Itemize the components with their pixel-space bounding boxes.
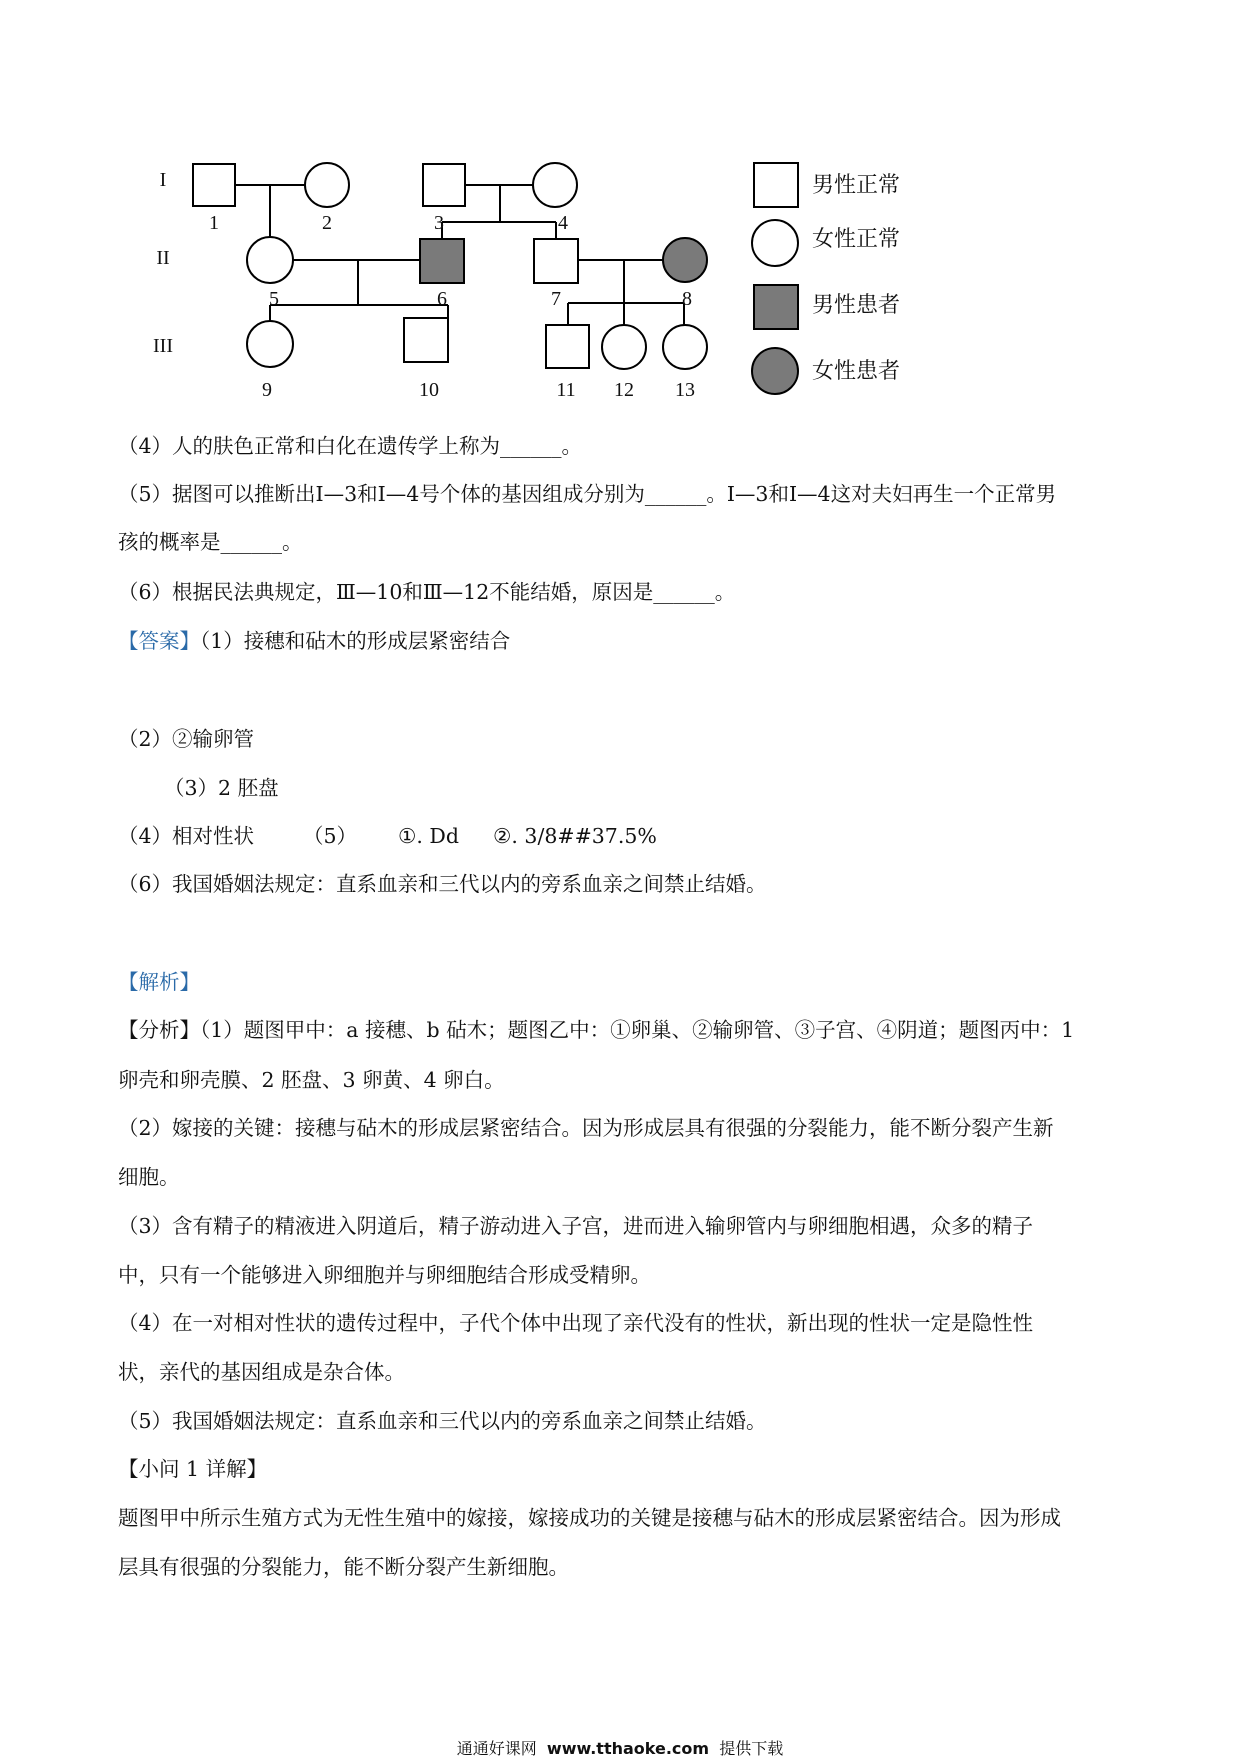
individual-III-11 (546, 325, 589, 368)
analysis-line: 题图甲中所示生殖方式为无性生殖中的嫁接，嫁接成功的关键是接穗与砧木的形成层紧密结合。因为形成 (118, 1506, 1061, 1530)
question-5-line2: 孩的概率是______。 (118, 530, 303, 554)
analysis-line: （3）含有精子的精液进入阴道后，精子游动进入子宫，进而进入输卵管内与卵细胞相遇，众多的精子 (118, 1214, 1034, 1238)
legend-label: 男性患者 (812, 293, 901, 318)
answer-block-1 (118, 627, 510, 655)
individual-II-7 (534, 239, 578, 283)
individual-number: 6 (437, 288, 447, 310)
pedigree-legend (812, 173, 900, 384)
footer-site: 通通好课网 (456, 1739, 537, 1758)
answer-4-5 (118, 822, 657, 850)
individual-number: 13 (675, 379, 695, 401)
legend-female-affected-icon (752, 348, 798, 394)
individual-number: 7 (551, 288, 561, 310)
individual-II-8 (663, 238, 707, 282)
answer-6: （6）我国婚姻法规定：直系血亲和三代以内的旁系血亲之间禁止结婚。 (118, 872, 767, 896)
individual-number: 10 (419, 379, 439, 401)
individual-III-13 (663, 325, 707, 369)
answer-2: （2）②输卵管 (118, 727, 255, 751)
individual-number: 11 (556, 379, 576, 401)
question-5-line1: （5）据图可以推断出Ⅰ—3和Ⅰ—4号个体的基因组成分别为______。Ⅰ—3和Ⅰ—4这对夫妇再生一个正常男 (118, 482, 1057, 506)
individual-II-6 (420, 239, 464, 283)
analysis-line: （4）在一对相对性状的遗传过程中，子代个体中出现了亲代没有的性状，新出现的性状一定是隐性性 (118, 1311, 1034, 1335)
legend-label: 男性正常 (812, 173, 901, 198)
answer-5-1: ①. Dd (398, 824, 459, 848)
individual-III-9 (247, 321, 293, 367)
individual-number: 2 (322, 212, 332, 234)
individual-number: 8 (682, 288, 692, 310)
answer-label: 【答案】 (118, 629, 200, 653)
legend-male-normal-icon (754, 163, 798, 207)
answer-5-label: （5） (303, 824, 358, 848)
individual-number: 3 (434, 212, 444, 234)
individual-III-12 (602, 325, 646, 369)
individual-I-3 (423, 164, 465, 206)
answer-3: （3）2 胚盘 (164, 776, 279, 800)
footer-suffix: 提供下载 (719, 1739, 784, 1758)
individual-I-1 (193, 164, 235, 206)
individual-number: 1 (209, 212, 219, 234)
individual-I-2 (305, 163, 349, 207)
generation-label: II (156, 247, 170, 269)
footer-url[interactable]: www.tthaoke.com (546, 1739, 710, 1758)
legend-male-affected-icon (754, 285, 798, 329)
individual-number: 4 (558, 212, 568, 234)
analysis-line: 细胞。 (118, 1165, 180, 1189)
legend-label: 女性患者 (812, 359, 901, 384)
individual-number: 12 (614, 379, 634, 401)
analysis-label: 【解析】 (118, 970, 200, 994)
answer-4: （4）相对性状 (118, 824, 255, 848)
pedigree-individuals (193, 163, 798, 394)
individual-I-4 (533, 163, 577, 207)
generation-label: I (159, 169, 167, 191)
analysis-line: 中，只有一个能够进入卵细胞并与卵细胞结合形成受精卵。 (118, 1263, 651, 1287)
subquestion-heading: 【小问 1 详解】 (118, 1457, 268, 1481)
individual-III-10 (404, 318, 448, 362)
individual-II-5 (247, 237, 293, 283)
pedigree-diagram (0, 0, 1240, 420)
generation-label: III (153, 335, 173, 357)
legend-label: 女性正常 (812, 227, 901, 252)
answer-1: （1）接穗和砧木的形成层紧密结合 (200, 629, 511, 653)
question-6: （6）根据民法典规定，Ⅲ—10和Ⅲ—12不能结婚，原因是______。 (118, 580, 736, 604)
footer (0, 1736, 1240, 1759)
answer-5-2: ②. 3/8##37.5% (493, 824, 657, 848)
analysis-line: 【分析】（1）题图甲中：a 接穗、b 砧木；题图乙中：①卵巢、②输卵管、③子宫、④阴道；题图丙中：1 (118, 1018, 1075, 1042)
analysis-line: 层具有很强的分裂能力，能不断分裂产生新细胞。 (118, 1555, 569, 1579)
analysis-line: 卵壳和卵壳膜、2 胚盘、3 卵黄、4 卵白。 (118, 1068, 505, 1092)
analysis-line: （2）嫁接的关键：接穗与砧木的形成层紧密结合。因为形成层具有很强的分裂能力，能不断分裂产生新 (118, 1116, 1054, 1140)
legend-female-normal-icon (752, 220, 798, 266)
individual-number: 5 (269, 288, 279, 310)
individual-number: 9 (262, 379, 272, 401)
question-4: （4）人的肤色正常和白化在遗传学上称为______。 (118, 434, 583, 458)
analysis-line: （5）我国婚姻法规定：直系血亲和三代以内的旁系血亲之间禁止结婚。 (118, 1409, 767, 1433)
analysis-line: 状，亲代的基因组成是杂合体。 (118, 1360, 405, 1384)
